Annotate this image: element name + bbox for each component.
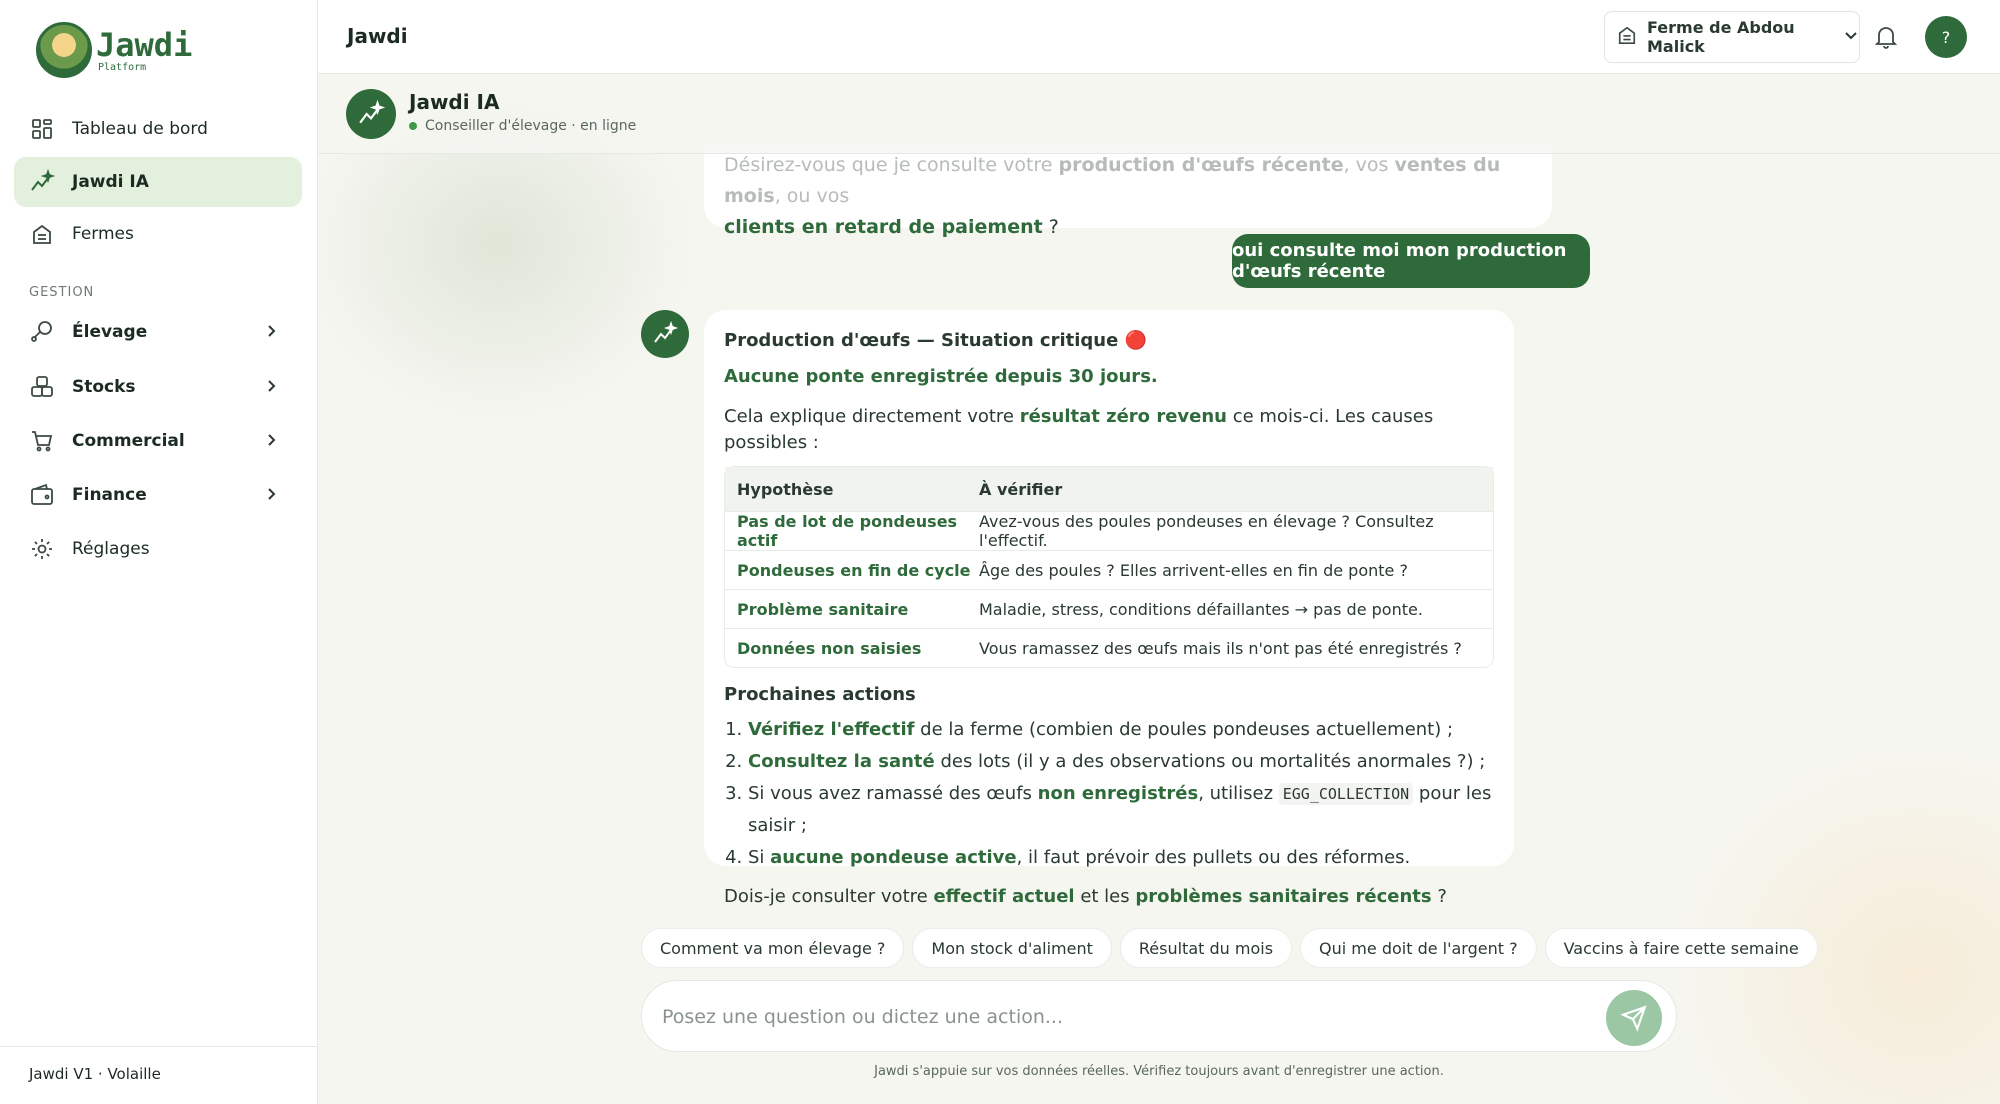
- table-header: Hypothèse: [737, 479, 834, 499]
- sidebar-item-label: Tableau de bord: [72, 119, 208, 139]
- sidebar-footer-version: Jawdi V1 · Volaille: [0, 1046, 318, 1104]
- chat-input[interactable]: [662, 1001, 1562, 1033]
- brand-logo[interactable]: [36, 22, 192, 78]
- chevron-down-icon: [1843, 27, 1859, 47]
- online-status-dot: [409, 122, 417, 130]
- list-item: 2. Consultez la santé des lots (il y a des observations ou mortalités anormales ?) ;: [748, 746, 1494, 778]
- top-bar: [318, 0, 2000, 74]
- table-row: [725, 628, 1493, 667]
- send-button[interactable]: [1606, 990, 1662, 1046]
- reply-alert: Aucune ponte enregistrée depuis 30 jours.: [724, 366, 1158, 387]
- suggestion-chip[interactable]: Mon stock d'aliment: [912, 928, 1111, 968]
- cart-icon: [30, 429, 54, 453]
- chevron-right-icon: [262, 431, 280, 454]
- section-label-gestion: GESTION: [29, 285, 95, 300]
- suggestion-chip[interactable]: Qui me doit de l'argent ?: [1300, 928, 1537, 968]
- reply-intro: Cela explique directement votre résultat zéro revenu ce mois-ci. Les causes possibles :: [724, 406, 1434, 453]
- table-cell: Âge des poules ? Elles arrivent-elles en fin de ponte ?: [979, 560, 1408, 580]
- table-cell: Maladie, stress, conditions défaillantes → pas de ponte.: [979, 599, 1423, 619]
- brand-subtitle: Platform: [98, 61, 147, 73]
- reply-outro: Dois-je consulter votre effectif actuel et les problèmes sanitaires récents ?: [724, 886, 1447, 907]
- chat-area: [318, 74, 2000, 1104]
- sidebar-item-label: Finance: [72, 485, 147, 505]
- assistant-name: Jawdi IA: [409, 90, 500, 114]
- sidebar-item-elevage[interactable]: [14, 307, 302, 357]
- list-item: 1. Vérifiez l'effectif de la ferme (combien de poules pondeuses actuellement) ;: [748, 714, 1494, 746]
- hypothesis-table: [724, 466, 1494, 668]
- building-icon: [1617, 25, 1637, 49]
- sidebar-item-stocks[interactable]: [14, 362, 302, 412]
- list-item: 3. Si vous avez ramassé des œufs non enregistrés, utilisez EGG_COLLECTION pour les saisir ;: [748, 778, 1494, 842]
- sidebar-item-commercial[interactable]: [14, 416, 302, 466]
- chevron-right-icon: [262, 322, 280, 345]
- table-cell: Vous ramassez des œufs mais ils n'ont pas été enregistrés ?: [979, 638, 1462, 658]
- table-cell: Données non saisies: [737, 638, 922, 658]
- previous-assistant-message: Désirez-vous que je consulte votre production d'œufs récente, vos ventes du mois, ou vos clients en retard de paiement ?: [704, 144, 1552, 228]
- drumstick-icon: [30, 320, 54, 344]
- actions-heading: Prochaines actions: [724, 684, 916, 705]
- chevron-right-icon: [262, 377, 280, 400]
- sidebar-item-farms[interactable]: [14, 209, 302, 259]
- suggestion-chip[interactable]: Vaccins à faire cette semaine: [1545, 928, 1818, 968]
- sparkle-icon: [30, 170, 54, 194]
- farm-selector[interactable]: [1604, 11, 1860, 63]
- sidebar: [0, 0, 318, 1104]
- suggestion-chips: [641, 928, 1799, 970]
- gear-icon: [30, 537, 54, 561]
- sidebar-item-label: Stocks: [72, 377, 136, 397]
- actions-list: [724, 714, 1494, 874]
- user-message: oui consulte moi mon production d'œufs récente: [1232, 234, 1590, 288]
- assistant-avatar: [346, 89, 396, 139]
- table-cell: Pondeuses en fin de cycle: [737, 560, 971, 580]
- assistant-message: [704, 310, 1514, 907]
- send-icon: [1621, 1005, 1647, 1031]
- boxes-icon: [30, 375, 54, 399]
- sidebar-item-label: Fermes: [72, 224, 134, 244]
- list-item: 4. Si aucune pondeuse active, il faut prévoir des pullets ou des réformes.: [748, 842, 1494, 874]
- brand-name: Jawdi: [96, 25, 193, 64]
- sidebar-item-jawdi-ia[interactable]: [14, 157, 302, 207]
- disclaimer-text: Jawdi s'appuie sur vos données réelles. Vérifiez toujours avant d'enregistrer une action.: [874, 1064, 1444, 1079]
- table-cell: Avez-vous des poules pondeuses en élevage ? Consultez l'effectif.: [979, 512, 1434, 550]
- dashboard-icon: [30, 117, 54, 141]
- assistant-status: Conseiller d'élevage · en ligne: [409, 118, 636, 134]
- table-row: [725, 589, 1493, 628]
- user-avatar[interactable]: ?: [1925, 16, 1967, 58]
- suggestion-chip[interactable]: Comment va mon élevage ?: [641, 928, 904, 968]
- sidebar-item-label: Commercial: [72, 431, 185, 451]
- table-row: [725, 511, 1493, 550]
- sidebar-item-label: Jawdi IA: [72, 172, 149, 192]
- sidebar-item-settings[interactable]: [14, 524, 302, 574]
- code-snippet: EGG_COLLECTION: [1279, 783, 1413, 805]
- chat-composer: [641, 980, 1677, 1052]
- chevron-right-icon: [262, 485, 280, 508]
- table-row: [725, 550, 1493, 589]
- farm-logo-icon: [36, 22, 92, 78]
- suggestion-chip[interactable]: Résultat du mois: [1120, 928, 1292, 968]
- table-cell: Pas de lot de pondeuses actif: [737, 512, 958, 550]
- page-title: Jawdi: [347, 24, 408, 48]
- assistant-message-avatar: [641, 310, 689, 358]
- farm-selector-value: Ferme de Abdou Malick: [1647, 18, 1795, 56]
- wallet-icon: [30, 483, 54, 507]
- reply-title: Production d'œufs — Situation critique 🔴: [724, 330, 1148, 351]
- table-header: À vérifier: [979, 479, 1063, 499]
- sidebar-item-finance[interactable]: [14, 470, 302, 520]
- sidebar-item-dashboard[interactable]: [14, 104, 302, 154]
- sidebar-item-label: Réglages: [72, 539, 150, 559]
- sidebar-item-label: Élevage: [72, 322, 148, 342]
- table-cell: Problème sanitaire: [737, 599, 909, 619]
- chat-header: [318, 74, 2000, 154]
- table-header-row: [725, 467, 1493, 511]
- bell-icon[interactable]: [1874, 24, 1898, 54]
- building-icon: [30, 222, 54, 246]
